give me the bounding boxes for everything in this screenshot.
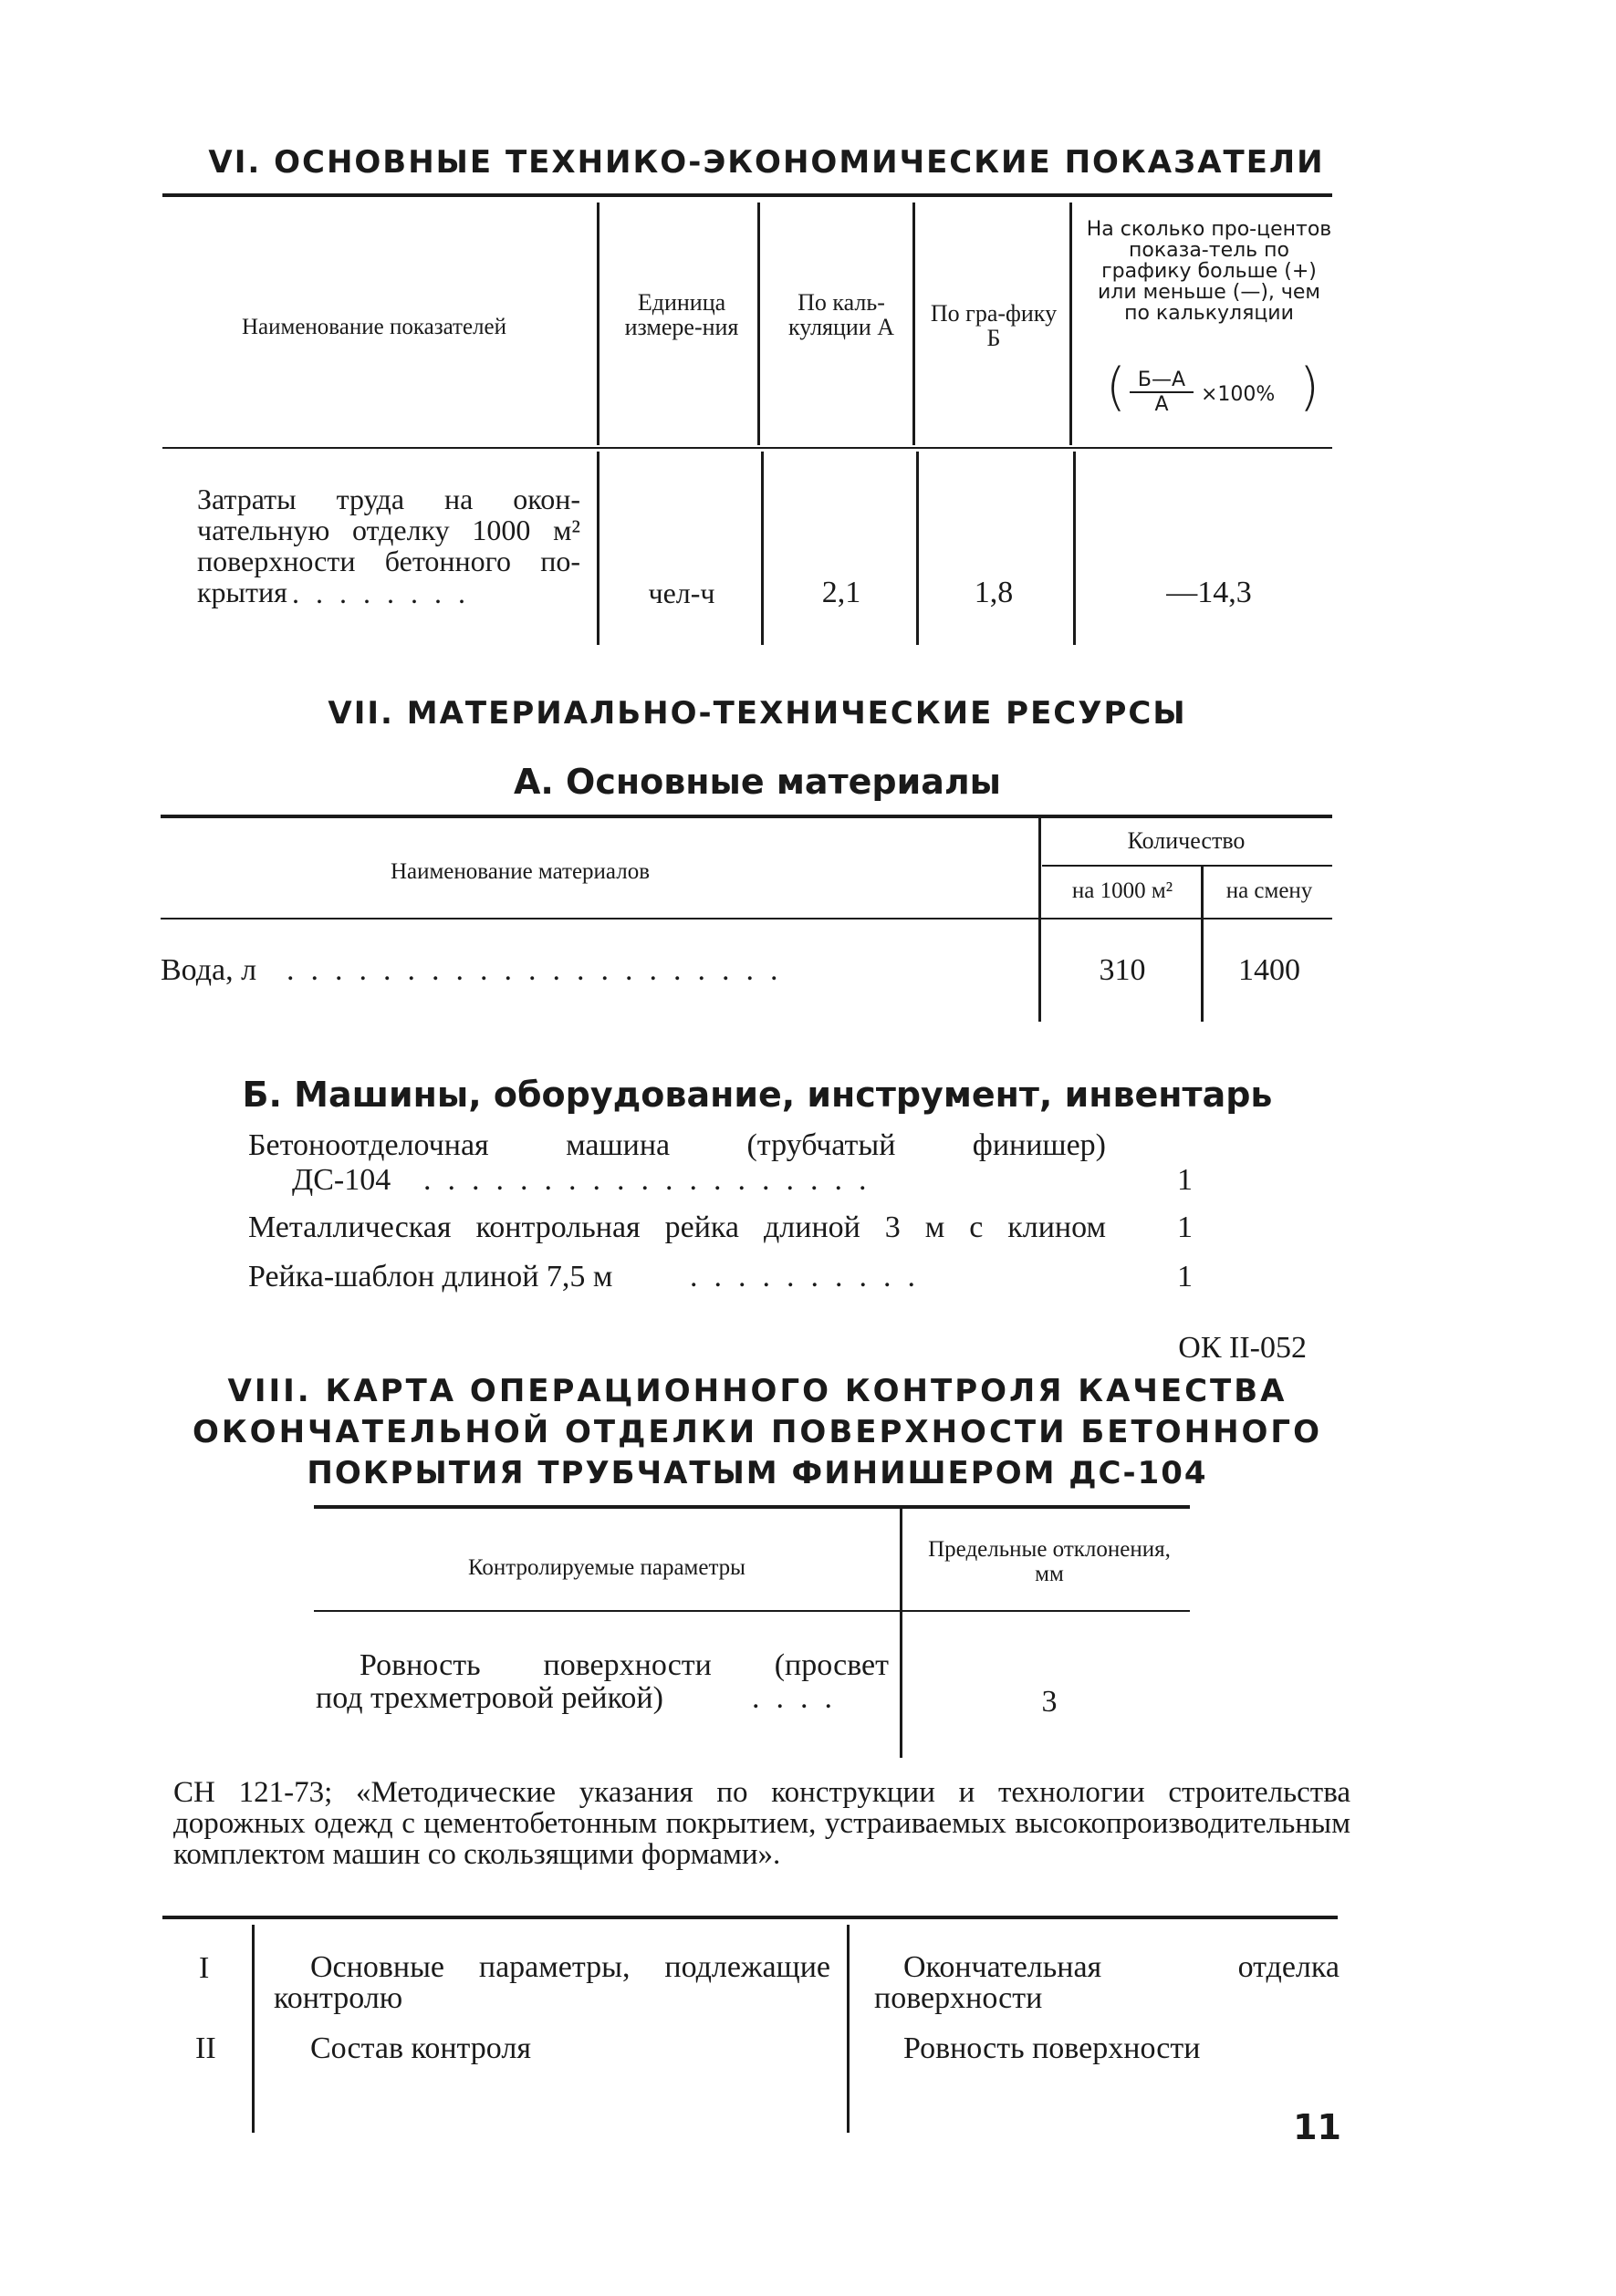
materials-qty-rule xyxy=(1042,865,1332,867)
control-card-divider xyxy=(847,1925,850,2133)
formula-denominator: А xyxy=(1154,393,1169,416)
section6-divider xyxy=(597,203,599,445)
section6-divider xyxy=(916,452,919,645)
col-header-name: Наименование показателей xyxy=(241,315,507,339)
indicator-name: Затраты труда на окон-чательную отделку 1000 м² поверхности бетонного по-крытия xyxy=(197,483,580,608)
materials-divider xyxy=(1038,919,1041,1022)
control-row-num: II xyxy=(195,2031,216,2065)
control-header-tol: Предельные отклонения, мм xyxy=(928,1537,1171,1586)
control-divider xyxy=(900,1612,902,1758)
materials-divider xyxy=(1038,818,1041,919)
section7-title: VII. МАТЕРИАЛЬНО-ТЕХНИЧЕСКИЕ РЕСУРСЫ xyxy=(328,695,1187,732)
indicator-unit: чел-ч xyxy=(648,577,715,609)
col-header-diff: На сколько про-центов показа-тель по графику больше (+) или меньше (—), чем по калькуляции xyxy=(1086,218,1332,325)
formula-multiplier: ×100% xyxy=(1201,383,1276,406)
control-divider xyxy=(900,1509,902,1611)
equipment-item-3-qty: 1 xyxy=(1177,1260,1193,1293)
formula-paren-left: ( xyxy=(1106,358,1126,417)
section6-divider xyxy=(597,452,599,645)
indicator-graph: 1,8 xyxy=(974,576,1014,609)
indicator-leader-dots: ........ xyxy=(292,577,482,609)
materials-header-qty: Количество xyxy=(1127,827,1246,854)
equipment-item-1-qty: 1 xyxy=(1177,1163,1193,1197)
col-header-unit: Единица измере-ния xyxy=(624,289,739,340)
diff-formula xyxy=(1106,358,1325,420)
material-name: Вода, л xyxy=(161,953,257,987)
control-header-param: Контролируемые параметры xyxy=(468,1555,745,1580)
material-leader-dots: ..................... xyxy=(287,953,795,987)
section6-top-rule xyxy=(162,193,1332,197)
formula-fraction xyxy=(1130,369,1194,416)
section6-divider xyxy=(761,452,764,645)
materials-header-per1000: на 1000 м² xyxy=(1071,878,1173,903)
indicator-calc: 2,1 xyxy=(821,576,861,609)
material-pershift: 1400 xyxy=(1238,953,1300,987)
page-number: 11 xyxy=(1293,2107,1341,2147)
col-header-calc: По каль-куляции А xyxy=(787,289,895,340)
section8-title-line3: ПОКРЫТИЯ ТРУБЧАТЫМ ФИНИШЕРОМ ДС-104 xyxy=(307,1455,1208,1491)
materials-divider xyxy=(1201,867,1204,919)
section6-header-rule xyxy=(162,447,1332,449)
control-param-line1: Ровность поверхности (просвет xyxy=(360,1648,889,1682)
control-card-top-rule xyxy=(162,1916,1338,1919)
equipment-item-1-line1: Бетоноотделочная машина (трубчатый финишер) xyxy=(248,1128,1106,1162)
reference-text: СН 121-73; «Методические указания по конструкции и технологии строительства дорожных одежд с цементобетонным покрытием, устраиваемых высокопроизводительным комплектом машин со скользящими формами». xyxy=(173,1776,1350,1871)
section6-divider xyxy=(757,203,760,445)
section6-divider xyxy=(1069,203,1072,445)
control-row-value: Окончательная отделка поверхности xyxy=(874,1950,1340,2015)
control-row-num: I xyxy=(199,1951,210,1985)
equipment-item-3-line1: Рейка-шаблон длиной 7,5 м xyxy=(248,1260,613,1293)
control-top-rule xyxy=(314,1505,1190,1509)
col-header-graph: По гра-фику Б xyxy=(930,300,1058,351)
control-param-line2: под трехметровой рейкой) xyxy=(316,1681,663,1715)
equipment-item-1-line2: ДС-104 xyxy=(292,1163,391,1197)
control-card-divider xyxy=(252,1925,255,2133)
materials-header-pershift: на смену xyxy=(1225,878,1313,903)
subsection-b-title: Б. Машины, оборудование, инструмент, инвентарь xyxy=(242,1075,1273,1115)
indicator-diff: —14,3 xyxy=(1166,576,1252,609)
equipment-item-1-dots: ................... xyxy=(423,1163,883,1197)
material-per1000: 310 xyxy=(1099,953,1146,987)
equipment-item-2-qty: 1 xyxy=(1177,1210,1193,1244)
control-header-rule xyxy=(314,1610,1190,1612)
section8-title-line1: VIII. КАРТА ОПЕРАЦИОННОГО КОНТРОЛЯ КАЧЕСТВА xyxy=(227,1373,1288,1409)
formula-numerator: Б—А xyxy=(1130,369,1194,393)
control-param-dots: .... xyxy=(752,1681,849,1715)
subsection-a-title: А. Основные материалы xyxy=(513,762,1002,802)
section6-title: VI. ОСНОВНЫЕ ТЕХНИКО-ЭКОНОМИЧЕСКИЕ ПОКАЗАТЕЛИ xyxy=(208,144,1325,181)
section8-code: ОК II-052 xyxy=(1178,1331,1307,1365)
control-row-label: Состав контроля xyxy=(310,2031,531,2065)
materials-header-rule xyxy=(161,918,1332,919)
formula-paren-right: ) xyxy=(1299,358,1319,417)
materials-header-name: Наименование материалов xyxy=(390,859,651,884)
control-row-label: Основные параметры, подлежащие контролю xyxy=(274,1950,830,2015)
control-tolerance: 3 xyxy=(1041,1685,1058,1719)
section6-divider xyxy=(1073,452,1076,645)
section8-title-line2: ОКОНЧАТЕЛЬНОЙ ОТДЕЛКИ ПОВЕРХНОСТИ БЕТОННОГО xyxy=(192,1414,1323,1450)
control-row-value: Ровность поверхности xyxy=(903,2031,1201,2065)
section6-divider xyxy=(912,203,915,445)
materials-top-rule xyxy=(161,815,1332,818)
equipment-item-3-dots: .......... xyxy=(690,1260,932,1293)
equipment-item-2-line1: Металлическая контрольная рейка длиной 3 м с клином xyxy=(248,1210,1106,1244)
